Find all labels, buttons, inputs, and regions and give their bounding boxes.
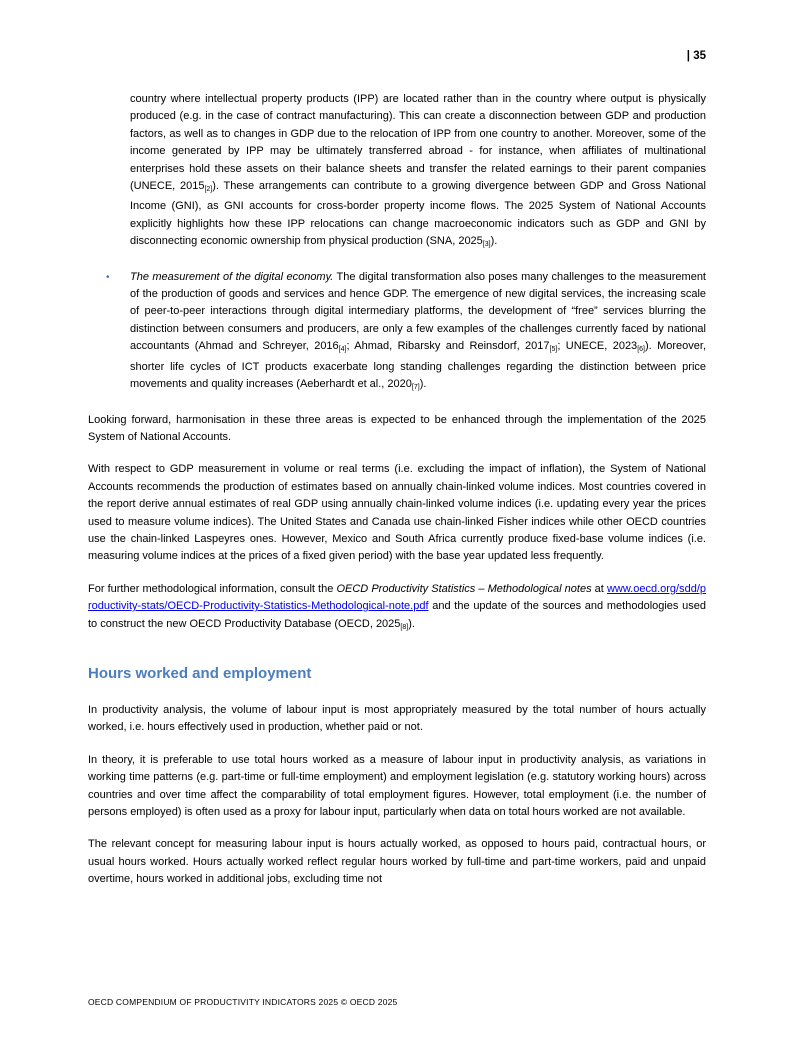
text-segment: ).: [490, 235, 498, 248]
text-segment: [6]: [637, 346, 645, 354]
text-segment: In theory, it is preferable to use total hours worked as a measure of labour input in productivity analysis, as variations in working time patterns (e.g. part-time or full-time employment) and employment legislation (e.g. statutory working hours) across countries and over time affect the comparability of total employment figures. However, total employment (i.e. the number of persons employed) is often used as a proxy for labour input, particularly when data on total hours worked are not available.: [88, 753, 706, 818]
paragraph-hours-concept: [88, 836, 706, 888]
paragraph-hours-intro: [88, 702, 706, 737]
text-segment: at: [591, 582, 607, 595]
text-segment: [3]: [482, 241, 491, 249]
methodology-pdf-link[interactable]: www.oecd.org/sdd/productivity-stats/OECD-Productivity-Statistics-Methodological-note.pdf: [88, 582, 706, 613]
bullet-item-text: [130, 269, 706, 397]
text-segment: Looking forward, harmonisation in these three areas is expected to be enhanced through the implementation of the 2025 System of National Accounts.: [88, 413, 706, 443]
paragraph-volume-measurement: [88, 461, 706, 565]
text-segment: ). These arrangements can contribute to a growing divergence between GDP and Gross National Income (GNI), as GNI accounts for cross-border property income flows. The 2025 System of National Accounts explicitly highlights how these IPP relocations can change macroeconomic indicators such as GDP and GNI by disconnecting economic ownership from physical production (SNA, 2025: [130, 180, 706, 248]
text-segment: For further methodological information, consult the: [88, 582, 337, 595]
text-segment: ). Moreover, shorter life cycles of ICT products exacerbate long standing challenges regarding the distinction between price movements and quality increases (Aeberhardt et al., 2020: [130, 340, 706, 391]
bullet-item-digital-economy: [88, 269, 706, 397]
text-segment: With respect to GDP measurement in volume or real terms (i.e. excluding the impact of inflation), the System of National Accounts recommends the production of estimates based on annually chain-linked volume indices. Most countries covered in the report derive annual estimates of real GDP using annually chain-linked volume indices (i.e. updating every year the prices used to measure volume indices). The United States and Canada use chain-linked Fisher indices while other OECD countries use the chain-linked Laspeyres ones. However, Mexico and South Africa currently produce fixed-base volume indices (i.e. measuring volume indices at the prices of a fixed given period) with the base year updated less frequently.: [88, 463, 706, 563]
text-segment: OECD Productivity Statistics – Methodological notes: [336, 582, 592, 595]
text-segment: [4]: [338, 346, 347, 354]
paragraph-ipp-continuation: [130, 91, 706, 254]
text-segment: The relevant concept for measuring labour input is hours actually worked, as opposed to hours paid, contractual hours, or usual hours worked. Hours actually worked reflect regular hours worked by full-time and part-time workers, paid and unpaid overtime, hours worked in additional jobs, excluding time not: [88, 838, 706, 886]
bullet-icon: •: [106, 271, 110, 283]
text-segment: [7]: [411, 384, 420, 392]
section-heading-hours-worked: Hours worked and employment: [88, 664, 312, 682]
text-segment: ).: [408, 617, 415, 630]
text-segment: [2]: [204, 186, 213, 194]
paragraph-hours-theory: [88, 752, 706, 822]
text-segment: ).: [419, 378, 427, 391]
text-segment: In productivity analysis, the volume of labour input is most appropriately measured by the total number of hours actually worked, i.e. hours effectively used in production, whether paid or not.: [88, 703, 706, 734]
text-segment: country where intellectual property products (IPP) are located rather than in the country where output is physically produced (e.g. in the case of contract manufacturing). This can create a disconnection between GDP and production factors, as well as to changes in GDP due to the relocation of IPP from one country to another. Moreover, some of the income generated by IPP may be ultimately transferred abroad - for instance, when affiliates of multinational enterprises hold these assets on their balance sheets and transfer the related earnings to their parent companies (UNECE, 2015: [130, 93, 706, 193]
text-segment: [5]: [549, 346, 558, 354]
paragraph-methodological-notes: [88, 581, 706, 636]
text-segment: [8]: [400, 623, 409, 631]
page-footer: OECD COMPENDIUM OF PRODUCTIVITY INDICATORS 2025 © OECD 2025: [88, 997, 398, 1007]
text-segment: The digital transformation also poses many challenges to the measurement of the production of goods and services and hence GDP. The emergence of new digital services, the increasing scale of peer-to-peer interactions through digital intermediary platforms, the development of “free” services blurring the distinction between consumers and producers, are only a few examples of the challenges currently faced by national accountants (Ahmad and Schreyer, 2016: [130, 270, 706, 353]
paragraph-looking-forward: [88, 412, 706, 447]
page-number: | 35: [686, 50, 706, 62]
text-segment: The measurement of the digital economy.: [130, 270, 334, 283]
page-content: [88, 91, 706, 904]
text-segment: and the update of the sources and methodologies used to construct the new OECD Productivity Database (OECD, 2025: [88, 600, 706, 630]
text-segment: ; UNECE, 2023: [557, 340, 638, 353]
text-segment: ; Ahmad, Ribarsky and Reinsdorf, 2017: [346, 340, 550, 353]
